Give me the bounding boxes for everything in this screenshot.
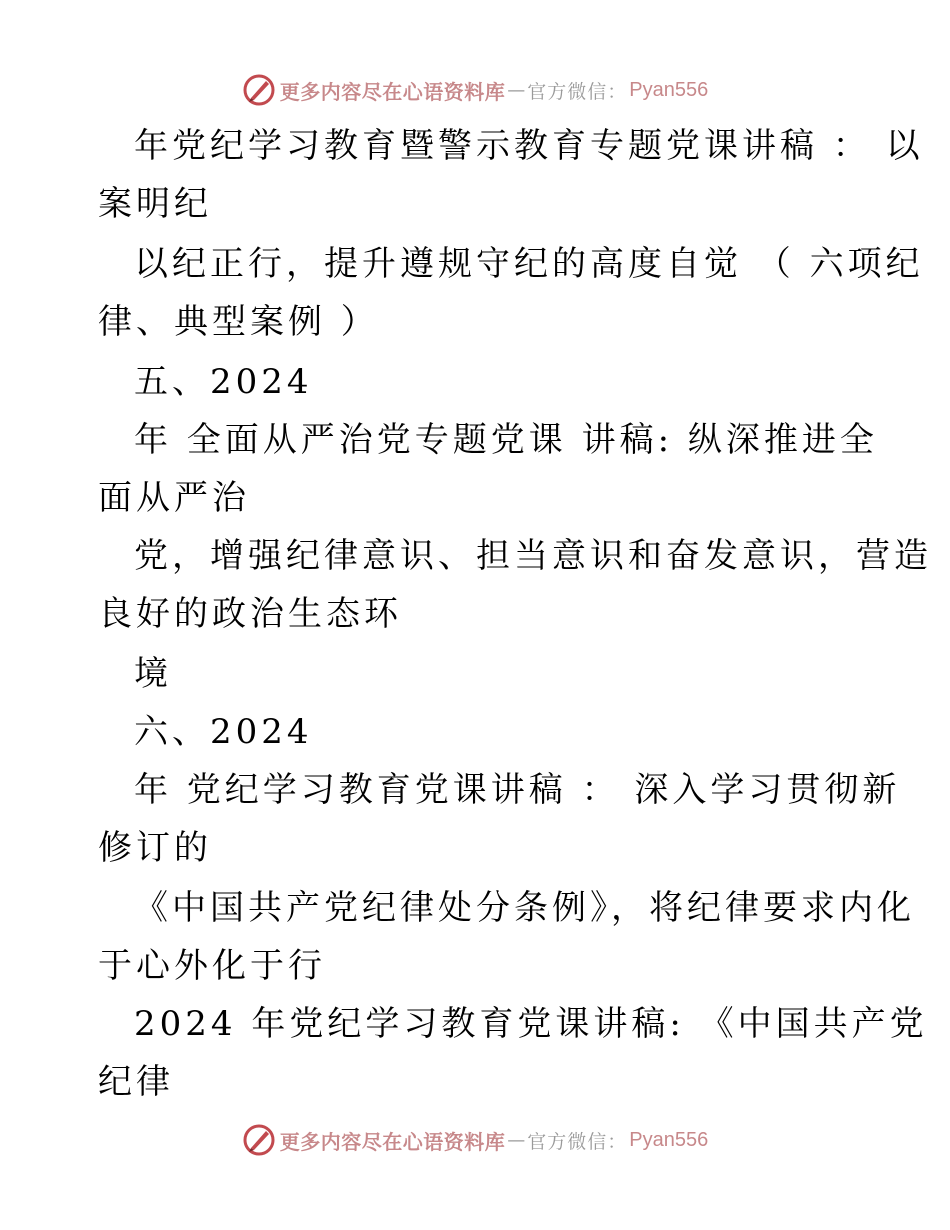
text-line: 于心外化于行 <box>98 946 326 986</box>
pen-logo-icon <box>242 1123 276 1157</box>
text-line: 以纪正行，提升遵规守纪的高度自觉 （ 六项纪 <box>134 244 924 284</box>
watermark-separator: — <box>507 79 526 101</box>
text-line: 案明纪 <box>98 184 212 224</box>
header-watermark <box>0 70 950 110</box>
text-line: 纪律 <box>98 1062 174 1102</box>
text-line: 年 党纪学习教育党课讲稿 ： 深入学习贯彻新 <box>134 770 901 810</box>
text-line: 修订的 <box>98 828 212 868</box>
wechat-id: Pyan556 <box>629 1128 709 1151</box>
pen-logo-icon <box>242 73 276 107</box>
text-line: 年 全面从严治党专题党课 讲稿: 纵深推进全 <box>134 420 878 460</box>
text-line: 党，增强纪律意识、担当意识和奋发意识，营造 <box>134 536 932 576</box>
watermark-text: 更多内容尽在心语资料库 <box>279 1129 506 1154</box>
text-line: 《中国共产党纪律处分条例》，将纪律要求内化 <box>134 888 915 928</box>
text-line: 良好的政治生态环 <box>98 594 402 634</box>
text-line: 律、典型案例 ） <box>98 302 379 342</box>
text-line: 面从严治 <box>98 478 250 518</box>
text-line: 境 <box>134 654 172 694</box>
text-line: 2024 年党纪学习教育党课讲稿: 《中国共产党 <box>134 1004 928 1044</box>
wechat-id: Pyan556 <box>629 78 709 101</box>
text-line: 五、2024 <box>134 362 313 402</box>
text-line: 年党纪学习教育暨警示教育专题党课讲稿 ： 以 <box>134 126 924 166</box>
wechat-label: 官方微信： <box>527 1130 628 1153</box>
text-line: 六、2024 <box>134 712 313 752</box>
wechat-label: 官方微信： <box>527 80 628 103</box>
footer-watermark <box>0 1120 950 1160</box>
watermark-text: 更多内容尽在心语资料库 <box>279 79 506 104</box>
watermark-separator: — <box>507 1129 526 1151</box>
